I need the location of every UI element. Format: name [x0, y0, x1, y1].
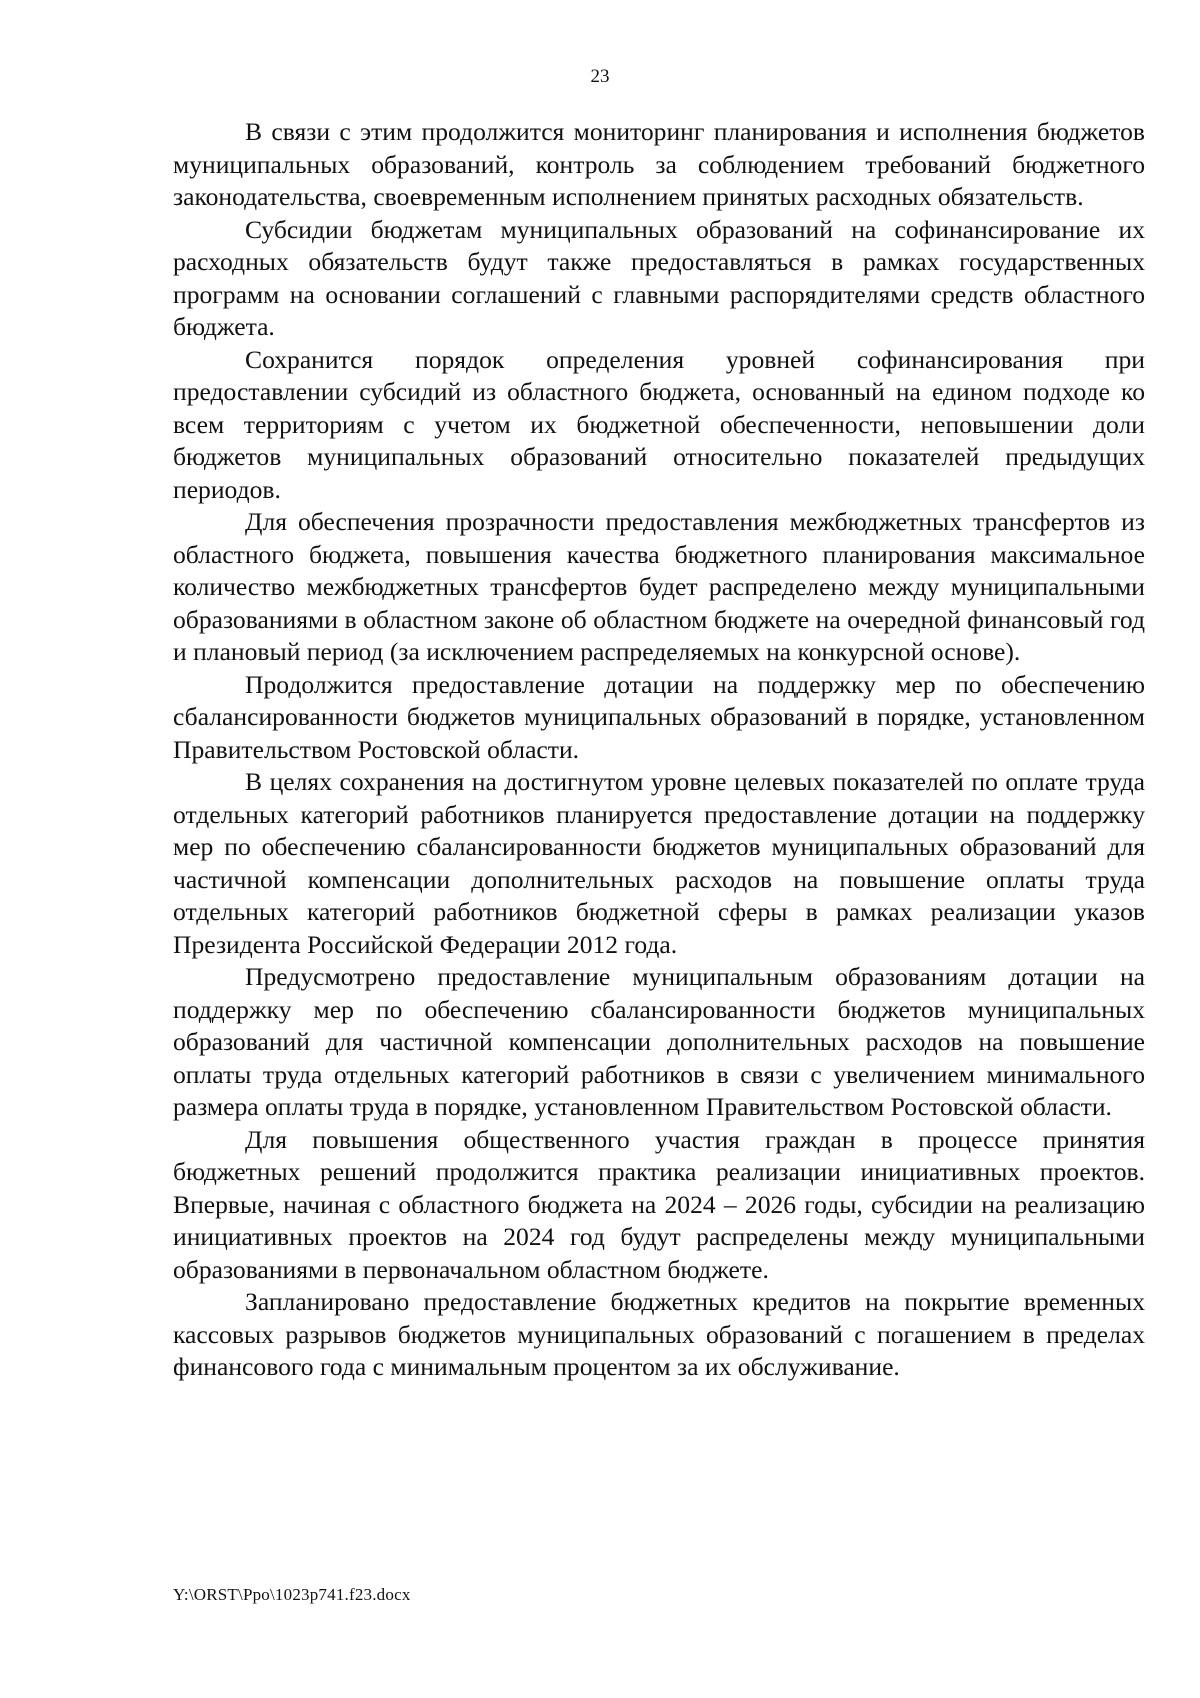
paragraph-balance-grant: Продолжится предоставление дотации на поддержку мер по обеспечению сбалансированности бюджетов муниципальных образований в порядке, установленном Правительством Ростовской области. — [173, 669, 1145, 764]
paragraph-initiative-projects: Для повышения общественного участия граждан в процессе принятия бюджетных решений продолжится практика реализации инициативных проектов. Впервые, начиная с областного бюджета на 2024 – 2026 годы, субсидии на реализацию инициативных проектов на 2024 год будут распределены между муниципальными образованиями в первоначальном областном бюджете. — [173, 1124, 1145, 1284]
paragraph-subsidies: Субсидии бюджетам муниципальных образований на софинансирование их расходных обязательств будут также предоставляться в рамках государственных программ на основании соглашений с главными распорядителями средств областного бюджета. — [173, 214, 1145, 341]
paragraph-budget-credits: Запланировано предоставление бюджетных кредитов на покрытие временных кассовых разрывов бюджетов муниципальных образований с погашением в пределах финансового года с минимальным процентом за их обслуживание. — [173, 1287, 1145, 1381]
paragraph-cofinancing: Сохранится порядок определения уровней софинансирования при предоставлении субсидий из областного бюджета, основанный на едином подходе ко всем территориям с учетом их бюджетной обеспеченности, неповышении доли бюджетов муниципальных образований относительно показателей предыдущих периодов. — [173, 344, 1145, 504]
paragraph-monitoring: В связи с этим продолжится мониторинг планирования и исполнения бюджетов муниципальных образований, контроль за соблюдением требований бюджетного законодательства, своевременным исполнением принятых расходных обязательств. — [173, 117, 1145, 211]
file-path-footer: Y:\ORST\Ppo\1023p741.f23.docx — [173, 1585, 411, 1604]
paragraph-salary-targets: В целях сохранения на достигнутом уровне целевых показателей по оплате труда отдельных категорий работников планируется предоставление дотации на поддержку мер по обеспечению сбалансированности бюджетов муниципальных образований для частичной компенсации дополнительных расходов на повышение оплаты труда отдельных категорий работников бюджетной сферы в рамках реализации указов Президента Российской Федерации 2012 года. — [173, 767, 1145, 959]
paragraph-minimum-wage: Предусмотрено предоставление муниципальным образованиям дотации на поддержку мер по обеспечению сбалансированности бюджетов муниципальных образований для частичной компенсации дополнительных расходов на повышение оплаты труда отдельных категорий работников в связи с увеличением минимального размера оплаты труда в порядке, установленном Правительством Ростовской области. — [173, 962, 1145, 1121]
page-number: 23 — [590, 66, 610, 87]
paragraph-transparency: Для обеспечения прозрачности предоставления межбюджетных трансфертов из областного бюджета, повышения качества бюджетного планирования максимальное количество межбюджетных трансфертов будет распределено между муниципальными образованиями в областном законе об областном бюджете на очередной финансовый год и плановый период (за исключением распределяемых на конкурсной основе). — [173, 507, 1145, 666]
document-body — [173, 116, 1145, 1384]
